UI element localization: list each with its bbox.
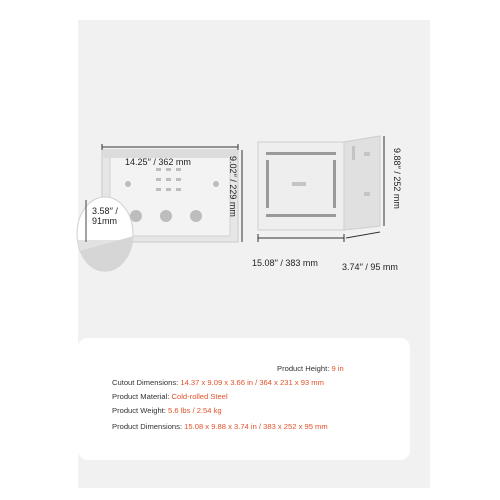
- closed-box-height-label: 9.88′′ / 252 mm: [392, 148, 402, 209]
- spec-cutout-value: 14.37 x 9.09 x 3.66 in / 364 x 231 x 93 mm: [180, 378, 324, 387]
- spec-material-label: Product Material:: [112, 392, 172, 401]
- open-box-depth-label: 3.58′′ / 91mm: [92, 206, 118, 226]
- spec-material-value: Cold-rolled Steel: [171, 392, 228, 401]
- spec-weight: [112, 406, 222, 415]
- spec-height: [277, 364, 344, 373]
- spec-dimensions-label: Product Dimensions:: [112, 422, 185, 431]
- spec-height-label: Product Height:: [277, 364, 332, 373]
- spec-dimensions: [112, 422, 328, 431]
- spec-material: [112, 392, 228, 401]
- spec-dimensions-value: 15.08 x 9.88 x 3.74 in / 383 x 252 x 95 mm: [184, 422, 328, 431]
- spec-cutout: [112, 378, 324, 387]
- closed-box-depth-label: 3.74′′ / 95 mm: [342, 262, 398, 272]
- open-box-height-label: 9.02′′ / 229 mm: [228, 156, 238, 217]
- spec-weight-label: Product Weight:: [112, 406, 168, 415]
- spec-weight-value: 5.6 lbs / 2.54 kg: [168, 406, 222, 415]
- closed-box-width-label: 15.08′′ / 383 mm: [252, 258, 318, 268]
- spec-cutout-label: Cutout Dimensions:: [112, 378, 181, 387]
- closed-box-image: [252, 132, 386, 244]
- spec-height-value: 9 in: [331, 364, 344, 373]
- open-box-width-label: 14.25′′ / 362 mm: [125, 157, 191, 167]
